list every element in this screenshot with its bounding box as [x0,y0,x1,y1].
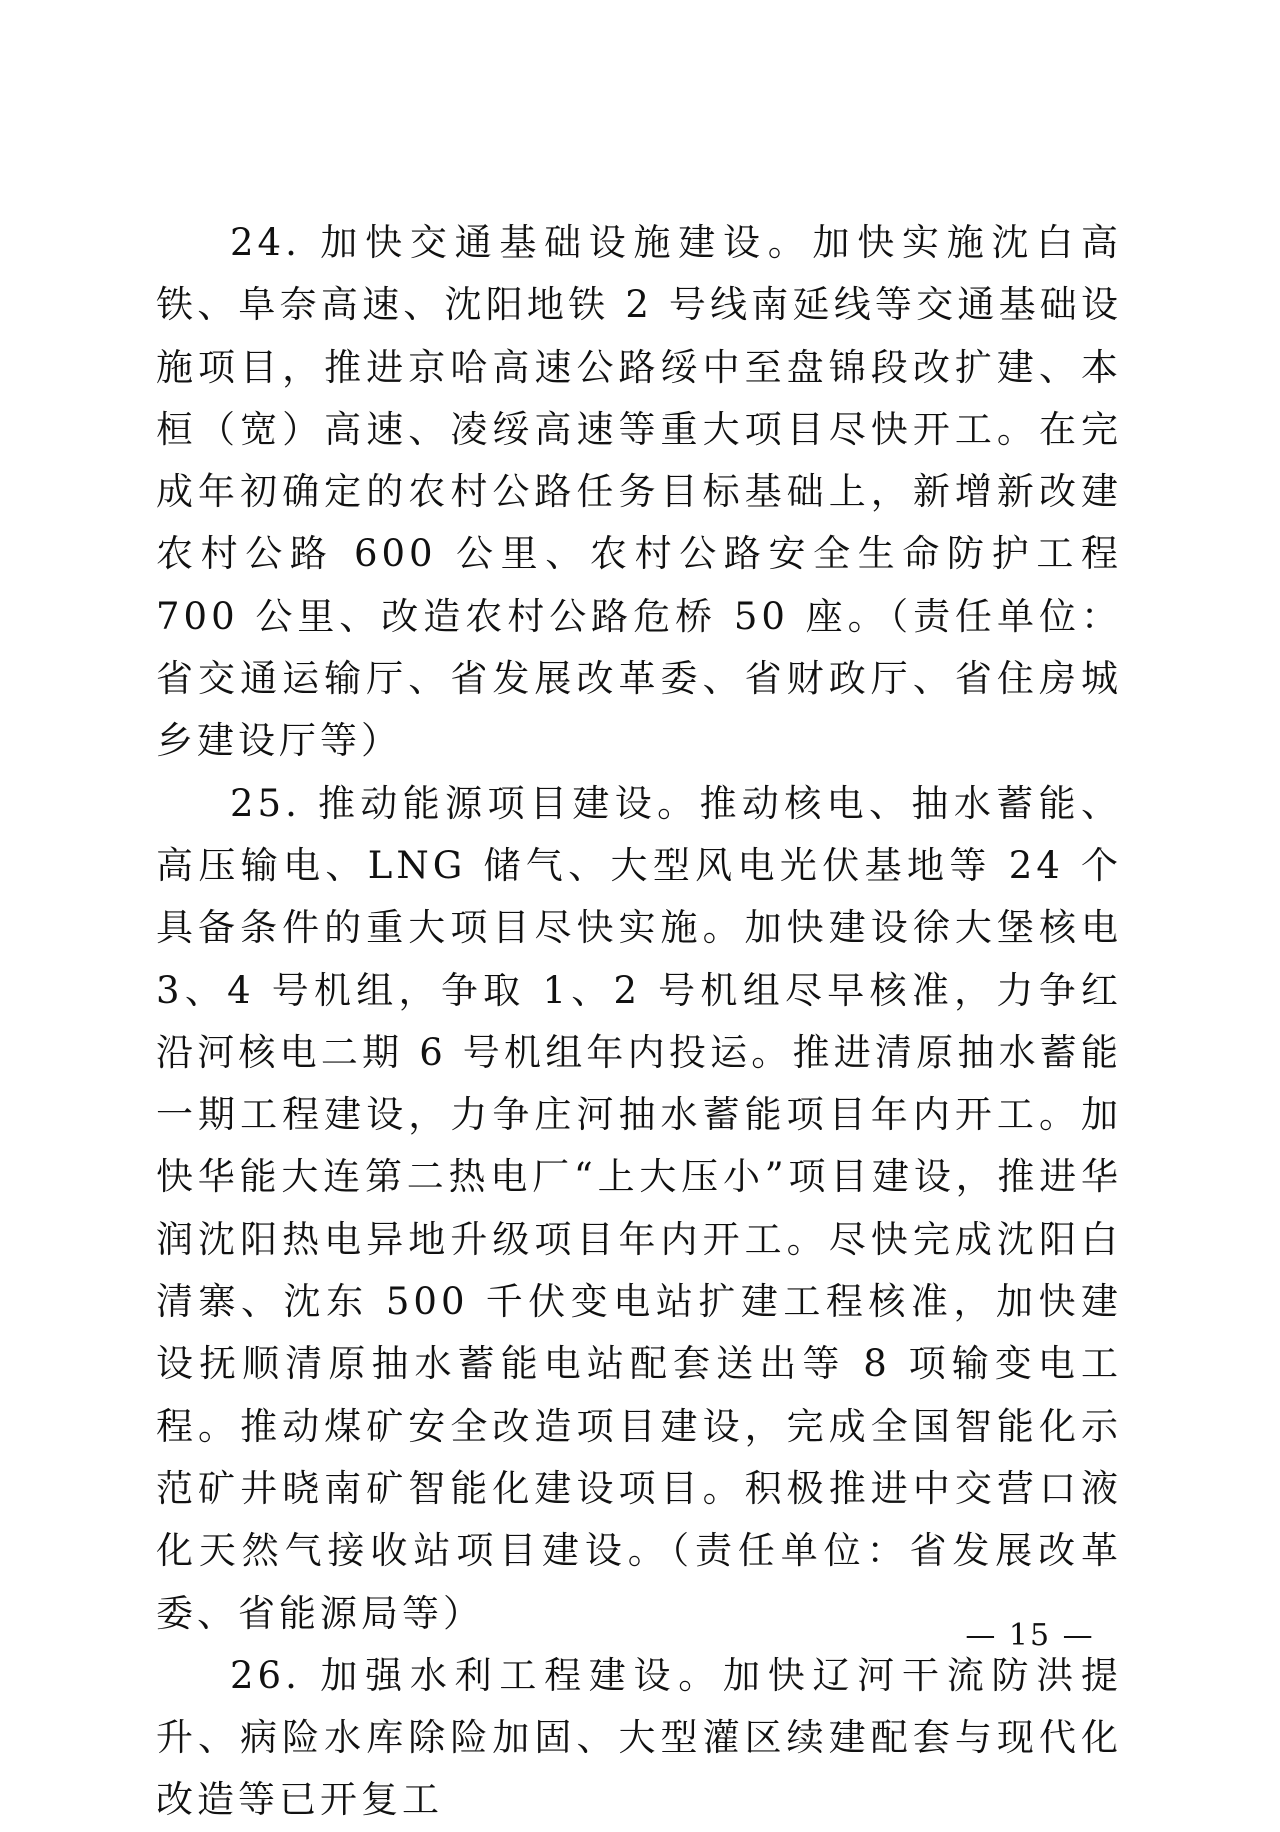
paragraph-24-transport-infrastructure: 24. 加快交通基础设施建设。加快实施沈白高铁、阜奈高速、沈阳地铁 2 号线南延线等交通基础设施项目，推进京哈高速公路绥中至盘锦段改扩建、本桓（宽）高速、凌绥高速等重大项目尽快开工。在完成年初确定的农村公路任务目标基础上，新增新改建农村公路 600 公里、农村公路安全生命防护工程 700 公里、改造农村公路危桥 50 座。（责任单位：省交通运输厅、省发展改革委、省财政厅、省住房城乡建设厅等） [156,221,1122,763]
document-body [156,212,1122,1832]
paragraph-25-energy-projects: 25. 推动能源项目建设。推动核电、抽水蓄能、高压输电、LNG 储气、大型风电光伏基地等 24 个具备条件的重大项目尽快实施。加快建设徐大堡核电 3、4 号机组，争取 1、2 号机组尽早核准，力争红沿河核电二期 6 号机组年内投运。推进清原抽水蓄能一期工程建设，力争庄河抽水蓄能项目年内开工。加快华能大连第二热电厂“上大压小”项目建设，推进华润沈阳热电异地升级项目年内开工。尽快完成沈阳白清寨、沈东 500 千伏变电站扩建工程核准，加快建设抚顺清原抽水蓄能电站配套送出等 8 项输变电工程。推动煤矿安全改造项目建设，完成全国智能化示范矿井晓南矿智能化建设项目。积极推进中交营口液化天然气接收站项目建设。（责任单位：省发展改革委、省能源局等） [156,781,1122,1635]
paragraph-26-water-conservancy: 26. 加强水利工程建设。加快辽河干流防洪提升、病险水库除险加固、大型灌区续建配套与现代化改造等已开复工 [156,1653,1122,1822]
page-number: — 15 — [965,1618,1095,1653]
